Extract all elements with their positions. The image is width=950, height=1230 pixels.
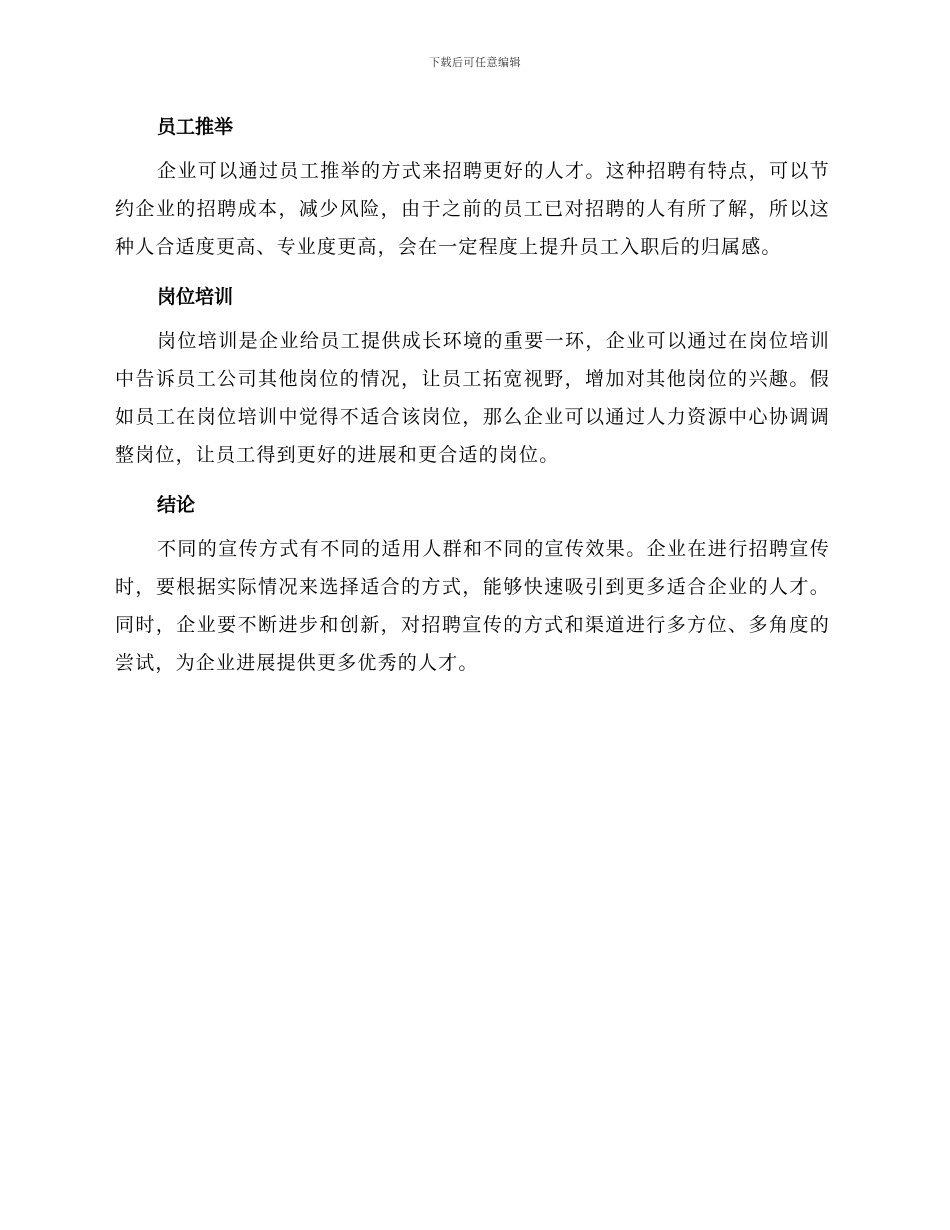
section-paragraph: 岗位培训是企业给员工提供成长环境的重要一环，企业可以通过在岗位培训中告诉员工公司其他岗位的情况，让员工拓宽视野，增加对其他岗位的兴趣。假如员工在岗位培训中觉得不适合该岗位，那么企业可以通过人力资源中心协调调整岗位，让员工得到更好的进展和更合适的岗位。 bbox=[115, 330, 830, 466]
section-job-training bbox=[115, 278, 830, 474]
section-heading: 结论 bbox=[157, 494, 196, 516]
section-conclusion bbox=[115, 486, 830, 682]
section-heading: 员工推举 bbox=[157, 116, 234, 138]
section-employee-referral bbox=[115, 108, 830, 266]
section-heading: 岗位培训 bbox=[157, 286, 234, 308]
section-paragraph: 企业可以通过员工推举的方式来招聘更好的人才。这种招聘有特点，可以节约企业的招聘成本，减少风险，由于之前的员工已对招聘的人有所了解，所以这种人合适度更高、专业度更高，会在一定程度上提升员工入职后的归属感。 bbox=[115, 160, 830, 258]
document-body bbox=[115, 108, 830, 694]
section-paragraph: 不同的宣传方式有不同的适用人群和不同的宣传效果。企业在进行招聘宣传时，要根据实际情况来选择适合的方式，能够快速吸引到更多适合企业的人才。同时，企业要不断进步和创新，对招聘宣传的方式和渠道进行多方位、多角度的尝试，为企业进展提供更多优秀的人才。 bbox=[115, 538, 830, 674]
page-header-note: 下载后可任意编辑 bbox=[429, 56, 521, 69]
